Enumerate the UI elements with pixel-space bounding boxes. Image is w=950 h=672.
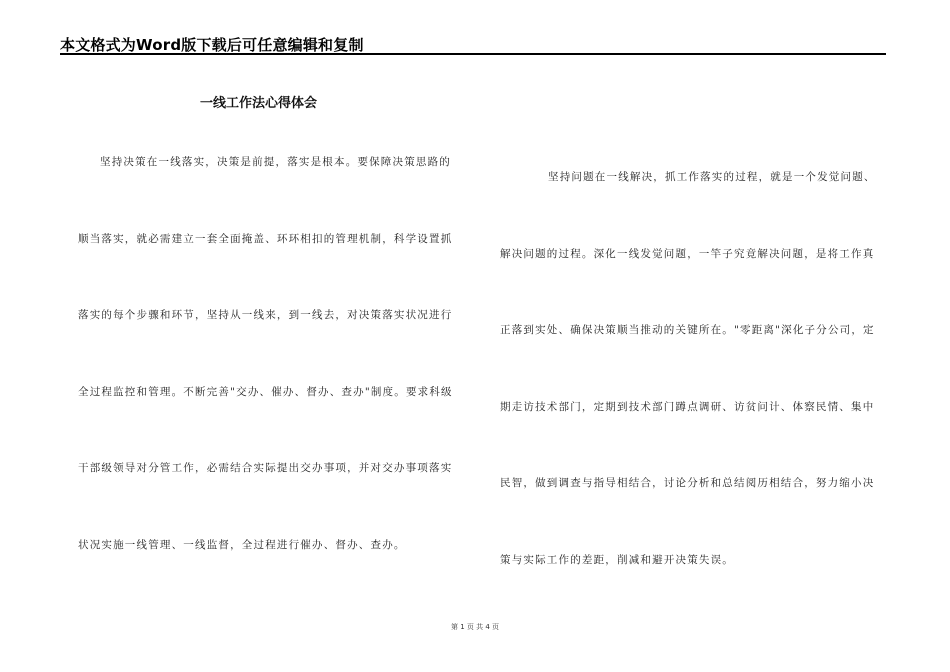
paragraph-line: 民智，做到调查与指导相结合，讨论分析和总结阅历相结合，努力缩小决 (500, 477, 875, 489)
page-number: 第 1 页 共 4 页 (450, 623, 500, 631)
paragraph-line: 顺当落实，就必需建立一套全面掩盖、环环相扣的管理机制，科学设置抓 (78, 232, 453, 245)
header-divider (60, 53, 886, 55)
right-column (500, 170, 886, 629)
paragraph-line: 解决问题的过程。深化一线发觉问题，一竿子究竟解决问题，是将工作真 (500, 247, 875, 260)
left-column (78, 155, 464, 614)
paragraph-line: 坚持决策在一线落实，决策是前提，落实是根本。要保障决策思路的 (100, 156, 451, 168)
paragraph-line: 正落到实处、确保决策顺当推动的关键所在。"零距离"深化子分公司，定 (500, 324, 875, 336)
paragraph-line: 干部级领导对分管工作，必需结合实际提出交办事项，并对交办事项落实 (78, 462, 453, 474)
paragraph-line: 全过程监控和管理。不断完善"交办、催办、督办、查办"制度。要求科级 (78, 385, 453, 398)
header-title: 本文格式为Word版下载后可任意编辑和复制 (60, 36, 364, 54)
paragraph-line: 坚持问题在一线解决，抓工作落实的过程，就是一个发觉问题、 (548, 171, 876, 183)
paragraph-line: 期走访技术部门，定期到技术部门蹲点调研、访贫问计、体察民情、集中 (500, 400, 875, 413)
paragraph-line: 状况实施一线管理、一线监督，全过程进行催办、督办、查办。 (78, 538, 406, 551)
document-title: 一线工作法心得体会 (200, 96, 318, 111)
paragraph-line: 策与实际工作的差距，削减和避开决策失误。 (500, 553, 734, 566)
paragraph-line: 落实的每个步骤和环节，坚持从一线来，到一线去，对决策落实状况进行 (78, 309, 453, 321)
